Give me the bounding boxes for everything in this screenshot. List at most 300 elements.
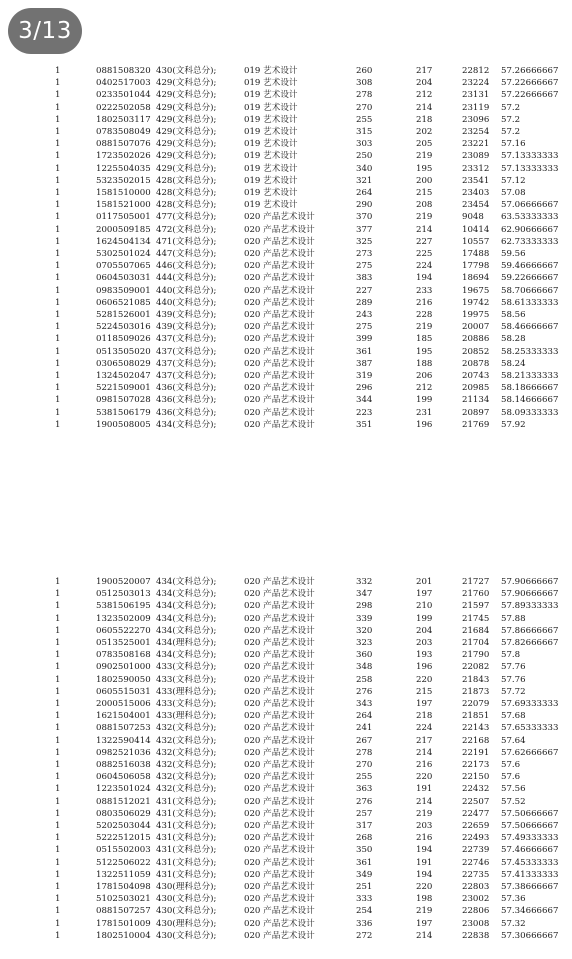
- art-score-cell: 361: [356, 857, 373, 868]
- total-score-cell: 434(理科总分);: [156, 638, 217, 648]
- total-score-cell: 433(理科总分);: [156, 686, 217, 697]
- total-score-cell: 429(文科总分);: [156, 114, 217, 125]
- candidate-number-cell: 5381506195: [96, 601, 151, 612]
- rank-cell: 21704: [462, 638, 490, 648]
- composite-score-cell: 58.24: [501, 358, 526, 369]
- rank-cell: 23008: [462, 918, 490, 929]
- major-cell: 020 产品艺术设计: [244, 383, 315, 394]
- candidate-number-cell: 0604503031: [96, 273, 151, 284]
- culture-score-cell: 214: [416, 796, 433, 807]
- composite-score-cell: 58.61333333: [501, 297, 559, 308]
- table-row: [0, 722, 572, 734]
- composite-score-cell: 57.46666667: [501, 845, 559, 856]
- rank-cell: 21873: [462, 686, 490, 697]
- art-score-cell: 270: [356, 760, 373, 770]
- composite-score-cell: 57.82666667: [501, 638, 559, 648]
- art-score-cell: 303: [356, 139, 373, 150]
- composite-score-cell: 57.52: [501, 796, 526, 807]
- composite-score-cell: 57.50666667: [501, 821, 559, 831]
- total-score-cell: 430(文科总分);: [156, 906, 217, 917]
- table-row: [0, 358, 572, 370]
- seq-cell: 1: [55, 188, 61, 198]
- composite-score-cell: 58.46666667: [501, 322, 559, 333]
- rank-cell: 18694: [462, 273, 490, 284]
- rank-cell: 22735: [462, 869, 490, 880]
- art-score-cell: 270: [356, 102, 373, 113]
- candidate-number-cell: 0902501000: [96, 662, 151, 673]
- culture-score-cell: 204: [416, 625, 433, 636]
- total-score-cell: 437(文科总分);: [156, 334, 217, 345]
- candidate-number-cell: 1781504098: [96, 882, 151, 892]
- candidate-number-cell: 0881507076: [96, 139, 151, 150]
- major-cell: 020 产品艺术设计: [244, 711, 315, 722]
- rank-cell: 22173: [462, 760, 490, 770]
- art-score-cell: 350: [356, 845, 373, 856]
- art-score-cell: 340: [356, 163, 373, 174]
- culture-score-cell: 219: [416, 808, 433, 819]
- rank-cell: 20878: [462, 358, 490, 369]
- composite-score-cell: 57.92: [501, 419, 526, 430]
- art-score-cell: 323: [356, 638, 373, 648]
- total-score-cell: 431(文科总分);: [156, 808, 217, 819]
- composite-score-cell: 58.25333333: [501, 346, 559, 357]
- composite-score-cell: 57.2: [501, 127, 521, 137]
- major-cell: 020 产品艺术设计: [244, 857, 315, 868]
- art-score-cell: 361: [356, 346, 373, 357]
- total-score-cell: 472(文科总分);: [156, 224, 217, 235]
- table-row: [0, 65, 572, 77]
- candidate-number-cell: 5323502015: [96, 175, 151, 186]
- rank-cell: 23131: [462, 90, 490, 101]
- culture-score-cell: 233: [416, 285, 433, 296]
- table-row: [0, 613, 572, 625]
- rank-cell: 20743: [462, 371, 490, 381]
- rank-cell: 22746: [462, 857, 490, 868]
- candidate-number-cell: 1324502047: [96, 371, 151, 381]
- major-cell: 019 艺术设计: [244, 78, 298, 89]
- art-score-cell: 290: [356, 200, 373, 211]
- rank-cell: 21843: [462, 674, 490, 685]
- seq-cell: 1: [55, 601, 61, 612]
- art-score-cell: 333: [356, 894, 373, 905]
- seq-cell: 1: [55, 772, 61, 783]
- culture-score-cell: 224: [416, 261, 433, 272]
- table-row: [0, 649, 572, 661]
- rank-cell: 23254: [462, 127, 490, 137]
- art-score-cell: 260: [356, 66, 373, 76]
- art-score-cell: 250: [356, 151, 373, 162]
- culture-score-cell: 215: [416, 188, 433, 198]
- major-cell: 020 产品艺术设计: [244, 310, 315, 320]
- table-row: [0, 588, 572, 600]
- table-row: [0, 89, 572, 101]
- culture-score-cell: 194: [416, 845, 433, 856]
- composite-score-cell: 57.50666667: [501, 808, 559, 819]
- art-score-cell: 360: [356, 650, 373, 661]
- major-cell: 020 产品艺术设计: [244, 833, 315, 844]
- table-row: [0, 796, 572, 808]
- composite-score-cell: 59.46666667: [501, 261, 559, 272]
- art-score-cell: 278: [356, 747, 373, 758]
- major-cell: 020 产品艺术设计: [244, 760, 315, 770]
- culture-score-cell: 225: [416, 249, 433, 259]
- composite-score-cell: 57.90666667: [501, 577, 559, 587]
- composite-score-cell: 57.89333333: [501, 601, 559, 612]
- seq-cell: 1: [55, 395, 61, 406]
- seq-cell: 1: [55, 358, 61, 369]
- seq-cell: 1: [55, 760, 61, 770]
- major-cell: 019 艺术设计: [244, 90, 298, 101]
- culture-score-cell: 191: [416, 857, 433, 868]
- culture-score-cell: 219: [416, 151, 433, 162]
- table-row: [0, 272, 572, 284]
- composite-score-cell: 57.64: [501, 735, 526, 746]
- candidate-number-cell: 1322511059: [96, 869, 151, 880]
- art-score-cell: 255: [356, 114, 373, 125]
- candidate-number-cell: 2000515006: [96, 699, 151, 709]
- table-row: [0, 285, 572, 297]
- art-score-cell: 272: [356, 930, 373, 941]
- art-score-cell: 251: [356, 882, 373, 892]
- art-score-cell: 254: [356, 906, 373, 917]
- candidate-number-cell: 5281526001: [96, 310, 151, 320]
- culture-score-cell: 203: [416, 638, 433, 648]
- major-cell: 019 艺术设计: [244, 175, 298, 186]
- candidate-number-cell: 0605522270: [96, 625, 151, 636]
- total-score-cell: 432(文科总分);: [156, 760, 217, 770]
- seq-cell: 1: [55, 114, 61, 125]
- culture-score-cell: 198: [416, 894, 433, 905]
- composite-score-cell: 57.62666667: [501, 747, 559, 758]
- major-cell: 020 产品艺术设计: [244, 918, 315, 929]
- seq-cell: 1: [55, 175, 61, 186]
- table-row: [0, 808, 572, 820]
- seq-cell: 1: [55, 90, 61, 101]
- seq-cell: 1: [55, 662, 61, 673]
- rank-cell: 20007: [462, 322, 490, 333]
- major-cell: 020 产品艺术设计: [244, 589, 315, 600]
- candidate-number-cell: 1581521000: [96, 200, 151, 211]
- major-cell: 019 艺术设计: [244, 127, 298, 137]
- composite-score-cell: 58.09333333: [501, 407, 559, 418]
- composite-score-cell: 57.22666667: [501, 90, 559, 101]
- culture-score-cell: 212: [416, 383, 433, 394]
- culture-score-cell: 231: [416, 407, 433, 418]
- table-row: [0, 419, 572, 431]
- seq-cell: 1: [55, 383, 61, 394]
- culture-score-cell: 224: [416, 723, 433, 734]
- total-score-cell: 433(文科总分);: [156, 699, 217, 709]
- major-cell: 020 产品艺术设计: [244, 334, 315, 345]
- candidate-number-cell: 0512503013: [96, 589, 151, 600]
- candidate-number-cell: 0402517003: [96, 78, 151, 89]
- seq-cell: 1: [55, 419, 61, 430]
- culture-score-cell: 219: [416, 212, 433, 223]
- culture-score-cell: 218: [416, 711, 433, 722]
- seq-cell: 1: [55, 163, 61, 174]
- art-score-cell: 308: [356, 78, 373, 89]
- total-score-cell: 429(文科总分);: [156, 127, 217, 137]
- candidate-number-cell: 1900508005: [96, 419, 151, 430]
- art-score-cell: 315: [356, 127, 373, 137]
- composite-score-cell: 58.14666667: [501, 395, 559, 406]
- rank-cell: 21134: [462, 395, 490, 406]
- seq-cell: 1: [55, 796, 61, 807]
- culture-score-cell: 220: [416, 882, 433, 892]
- art-score-cell: 268: [356, 833, 373, 844]
- composite-score-cell: 59.22666667: [501, 273, 559, 284]
- major-cell: 020 产品艺术设计: [244, 285, 315, 296]
- composite-score-cell: 57.2: [501, 102, 521, 113]
- rank-cell: 23454: [462, 200, 490, 211]
- culture-score-cell: 194: [416, 869, 433, 880]
- composite-score-cell: 57.13333333: [501, 163, 559, 174]
- composite-score-cell: 57.41333333: [501, 869, 559, 880]
- table-row: [0, 661, 572, 673]
- candidate-number-cell: 0803506029: [96, 808, 151, 819]
- art-score-cell: 344: [356, 395, 373, 406]
- composite-score-cell: 57.69333333: [501, 699, 559, 709]
- major-cell: 020 产品艺术设计: [244, 699, 315, 709]
- rank-cell: 22082: [462, 662, 490, 673]
- candidate-number-cell: 1802503117: [96, 114, 151, 125]
- table-row: [0, 869, 572, 881]
- composite-score-cell: 57.65333333: [501, 723, 559, 734]
- candidate-number-cell: 2000509185: [96, 224, 151, 235]
- rank-cell: 22739: [462, 845, 490, 856]
- candidate-number-cell: 5221509001: [96, 383, 151, 394]
- composite-score-cell: 57.8: [501, 650, 521, 661]
- candidate-number-cell: 1802510004: [96, 930, 151, 941]
- total-score-cell: 437(文科总分);: [156, 358, 217, 369]
- major-cell: 020 产品艺术设计: [244, 395, 315, 406]
- composite-score-cell: 57.6: [501, 772, 521, 783]
- major-cell: 020 产品艺术设计: [244, 747, 315, 758]
- major-cell: 019 艺术设计: [244, 200, 298, 211]
- candidate-number-cell: 0117505001: [96, 212, 151, 223]
- major-cell: 020 产品艺术设计: [244, 322, 315, 333]
- table-row: [0, 163, 572, 175]
- culture-score-cell: 214: [416, 930, 433, 941]
- culture-score-cell: 188: [416, 358, 433, 369]
- major-cell: 019 艺术设计: [244, 139, 298, 150]
- art-score-cell: 343: [356, 699, 373, 709]
- candidate-number-cell: 1621504001: [96, 711, 151, 722]
- art-score-cell: 347: [356, 589, 373, 600]
- candidate-number-cell: 0881507253: [96, 723, 151, 734]
- composite-score-cell: 57.56: [501, 784, 526, 795]
- seq-cell: 1: [55, 589, 61, 600]
- total-score-cell: 428(文科总分);: [156, 188, 217, 198]
- composite-score-cell: 57.22666667: [501, 78, 559, 89]
- culture-score-cell: 216: [416, 760, 433, 770]
- table-row: [0, 783, 572, 795]
- culture-score-cell: 197: [416, 589, 433, 600]
- table-row: [0, 346, 572, 358]
- total-score-cell: 430(文科总分);: [156, 894, 217, 905]
- rank-cell: 20985: [462, 383, 490, 394]
- total-score-cell: 429(文科总分);: [156, 151, 217, 162]
- major-cell: 020 产品艺术设计: [244, 407, 315, 418]
- seq-cell: 1: [55, 102, 61, 113]
- major-cell: 020 产品艺术设计: [244, 869, 315, 880]
- table-row: [0, 857, 572, 869]
- major-cell: 020 产品艺术设计: [244, 224, 315, 235]
- rank-cell: 23224: [462, 78, 490, 89]
- candidate-number-cell: 5224503016: [96, 322, 151, 333]
- total-score-cell: 431(文科总分);: [156, 833, 217, 844]
- total-score-cell: 431(文科总分);: [156, 869, 217, 880]
- seq-cell: 1: [55, 212, 61, 223]
- total-score-cell: 432(文科总分);: [156, 723, 217, 734]
- art-score-cell: 296: [356, 383, 373, 394]
- seq-cell: 1: [55, 613, 61, 624]
- seq-cell: 1: [55, 407, 61, 418]
- total-score-cell: 430(文科总分);: [156, 66, 217, 76]
- total-score-cell: 446(文科总分);: [156, 261, 217, 272]
- major-cell: 019 艺术设计: [244, 151, 298, 162]
- table-row: [0, 820, 572, 832]
- seq-cell: 1: [55, 674, 61, 685]
- major-cell: 020 产品艺术设计: [244, 212, 315, 223]
- composite-score-cell: 58.21333333: [501, 371, 559, 381]
- composite-score-cell: 57.06666667: [501, 200, 559, 211]
- art-score-cell: 383: [356, 273, 373, 284]
- composite-score-cell: 58.28: [501, 334, 526, 345]
- seq-cell: 1: [55, 747, 61, 758]
- seq-cell: 1: [55, 322, 61, 333]
- total-score-cell: 436(文科总分);: [156, 395, 217, 406]
- total-score-cell: 428(文科总分);: [156, 175, 217, 186]
- total-score-cell: 432(文科总分);: [156, 735, 217, 746]
- rank-cell: 22838: [462, 930, 490, 941]
- seq-cell: 1: [55, 930, 61, 941]
- rank-cell: 21745: [462, 613, 490, 624]
- table-row: [0, 759, 572, 771]
- total-score-cell: 432(文科总分);: [156, 784, 217, 795]
- table-row: [0, 698, 572, 710]
- rank-cell: 23089: [462, 151, 490, 162]
- art-score-cell: 363: [356, 784, 373, 795]
- total-score-cell: 428(文科总分);: [156, 200, 217, 211]
- major-cell: 020 产品艺术设计: [244, 249, 315, 259]
- seq-cell: 1: [55, 735, 61, 746]
- culture-score-cell: 200: [416, 175, 433, 186]
- culture-score-cell: 206: [416, 371, 433, 381]
- composite-score-cell: 57.26666667: [501, 66, 559, 76]
- table-row: [0, 576, 572, 588]
- seq-cell: 1: [55, 139, 61, 150]
- total-score-cell: 439(文科总分);: [156, 310, 217, 320]
- culture-score-cell: 219: [416, 322, 433, 333]
- candidate-number-cell: 5122506022: [96, 857, 151, 868]
- table-row: [0, 187, 572, 199]
- total-score-cell: 432(文科总分);: [156, 772, 217, 783]
- total-score-cell: 430(理科总分);: [156, 918, 217, 929]
- rank-cell: 17798: [462, 261, 490, 272]
- art-score-cell: 275: [356, 261, 373, 272]
- major-cell: 020 产品艺术设计: [244, 297, 315, 308]
- rank-cell: 21851: [462, 711, 490, 722]
- major-cell: 020 产品艺术设计: [244, 662, 315, 673]
- seq-cell: 1: [55, 711, 61, 722]
- table-row: [0, 710, 572, 722]
- table-row: [0, 248, 572, 260]
- table-row: [0, 893, 572, 905]
- seq-cell: 1: [55, 297, 61, 308]
- culture-score-cell: 195: [416, 346, 433, 357]
- art-score-cell: 241: [356, 723, 373, 734]
- art-score-cell: 276: [356, 796, 373, 807]
- table-row: [0, 102, 572, 114]
- culture-score-cell: 193: [416, 650, 433, 661]
- composite-score-cell: 57.72: [501, 686, 526, 697]
- art-score-cell: 289: [356, 297, 373, 308]
- major-cell: 020 产品艺术设计: [244, 772, 315, 783]
- culture-score-cell: 199: [416, 613, 433, 624]
- major-cell: 020 产品艺术设计: [244, 236, 315, 247]
- art-score-cell: 243: [356, 310, 373, 320]
- table-row: [0, 832, 572, 844]
- culture-score-cell: 227: [416, 236, 433, 247]
- art-score-cell: 278: [356, 90, 373, 101]
- candidate-number-cell: 0882516038: [96, 760, 151, 770]
- rank-cell: 21597: [462, 601, 490, 612]
- candidate-number-cell: 0513525001: [96, 638, 151, 648]
- total-score-cell: 431(文科总分);: [156, 845, 217, 856]
- rank-cell: 23119: [462, 102, 490, 113]
- table-row: [0, 686, 572, 698]
- rank-cell: 23096: [462, 114, 490, 125]
- table-row: [0, 114, 572, 126]
- candidate-number-cell: 5222512015: [96, 833, 151, 844]
- rank-cell: 19975: [462, 310, 490, 320]
- seq-cell: 1: [55, 638, 61, 648]
- rank-cell: 21684: [462, 625, 490, 636]
- total-score-cell: 434(文科总分);: [156, 419, 217, 430]
- major-cell: 020 产品艺术设计: [244, 784, 315, 795]
- art-score-cell: 325: [356, 236, 373, 247]
- major-cell: 020 产品艺术设计: [244, 346, 315, 357]
- composite-score-cell: 57.86666667: [501, 625, 559, 636]
- composite-score-cell: 57.76: [501, 662, 526, 673]
- art-score-cell: 223: [356, 407, 373, 418]
- candidate-number-cell: 1322590414: [96, 735, 151, 746]
- seq-cell: 1: [55, 224, 61, 235]
- art-score-cell: 332: [356, 577, 373, 587]
- seq-cell: 1: [55, 334, 61, 345]
- major-cell: 019 艺术设计: [244, 114, 298, 125]
- table-row: [0, 625, 572, 637]
- rank-cell: 21760: [462, 589, 490, 600]
- rank-cell: 22477: [462, 808, 490, 819]
- composite-score-cell: 62.90666667: [501, 224, 559, 235]
- seq-cell: 1: [55, 310, 61, 320]
- seq-cell: 1: [55, 78, 61, 89]
- art-score-cell: 320: [356, 625, 373, 636]
- major-cell: 020 产品艺术设计: [244, 821, 315, 831]
- candidate-number-cell: 1223501024: [96, 784, 151, 795]
- composite-score-cell: 57.30666667: [501, 930, 559, 941]
- seq-cell: 1: [55, 821, 61, 831]
- composite-score-cell: 57.90666667: [501, 589, 559, 600]
- seq-cell: 1: [55, 699, 61, 709]
- table-row: [0, 224, 572, 236]
- table-row: [0, 918, 572, 930]
- candidate-number-cell: 0513505020: [96, 346, 151, 357]
- major-cell: 020 产品艺术设计: [244, 577, 315, 587]
- total-score-cell: 434(文科总分);: [156, 650, 217, 661]
